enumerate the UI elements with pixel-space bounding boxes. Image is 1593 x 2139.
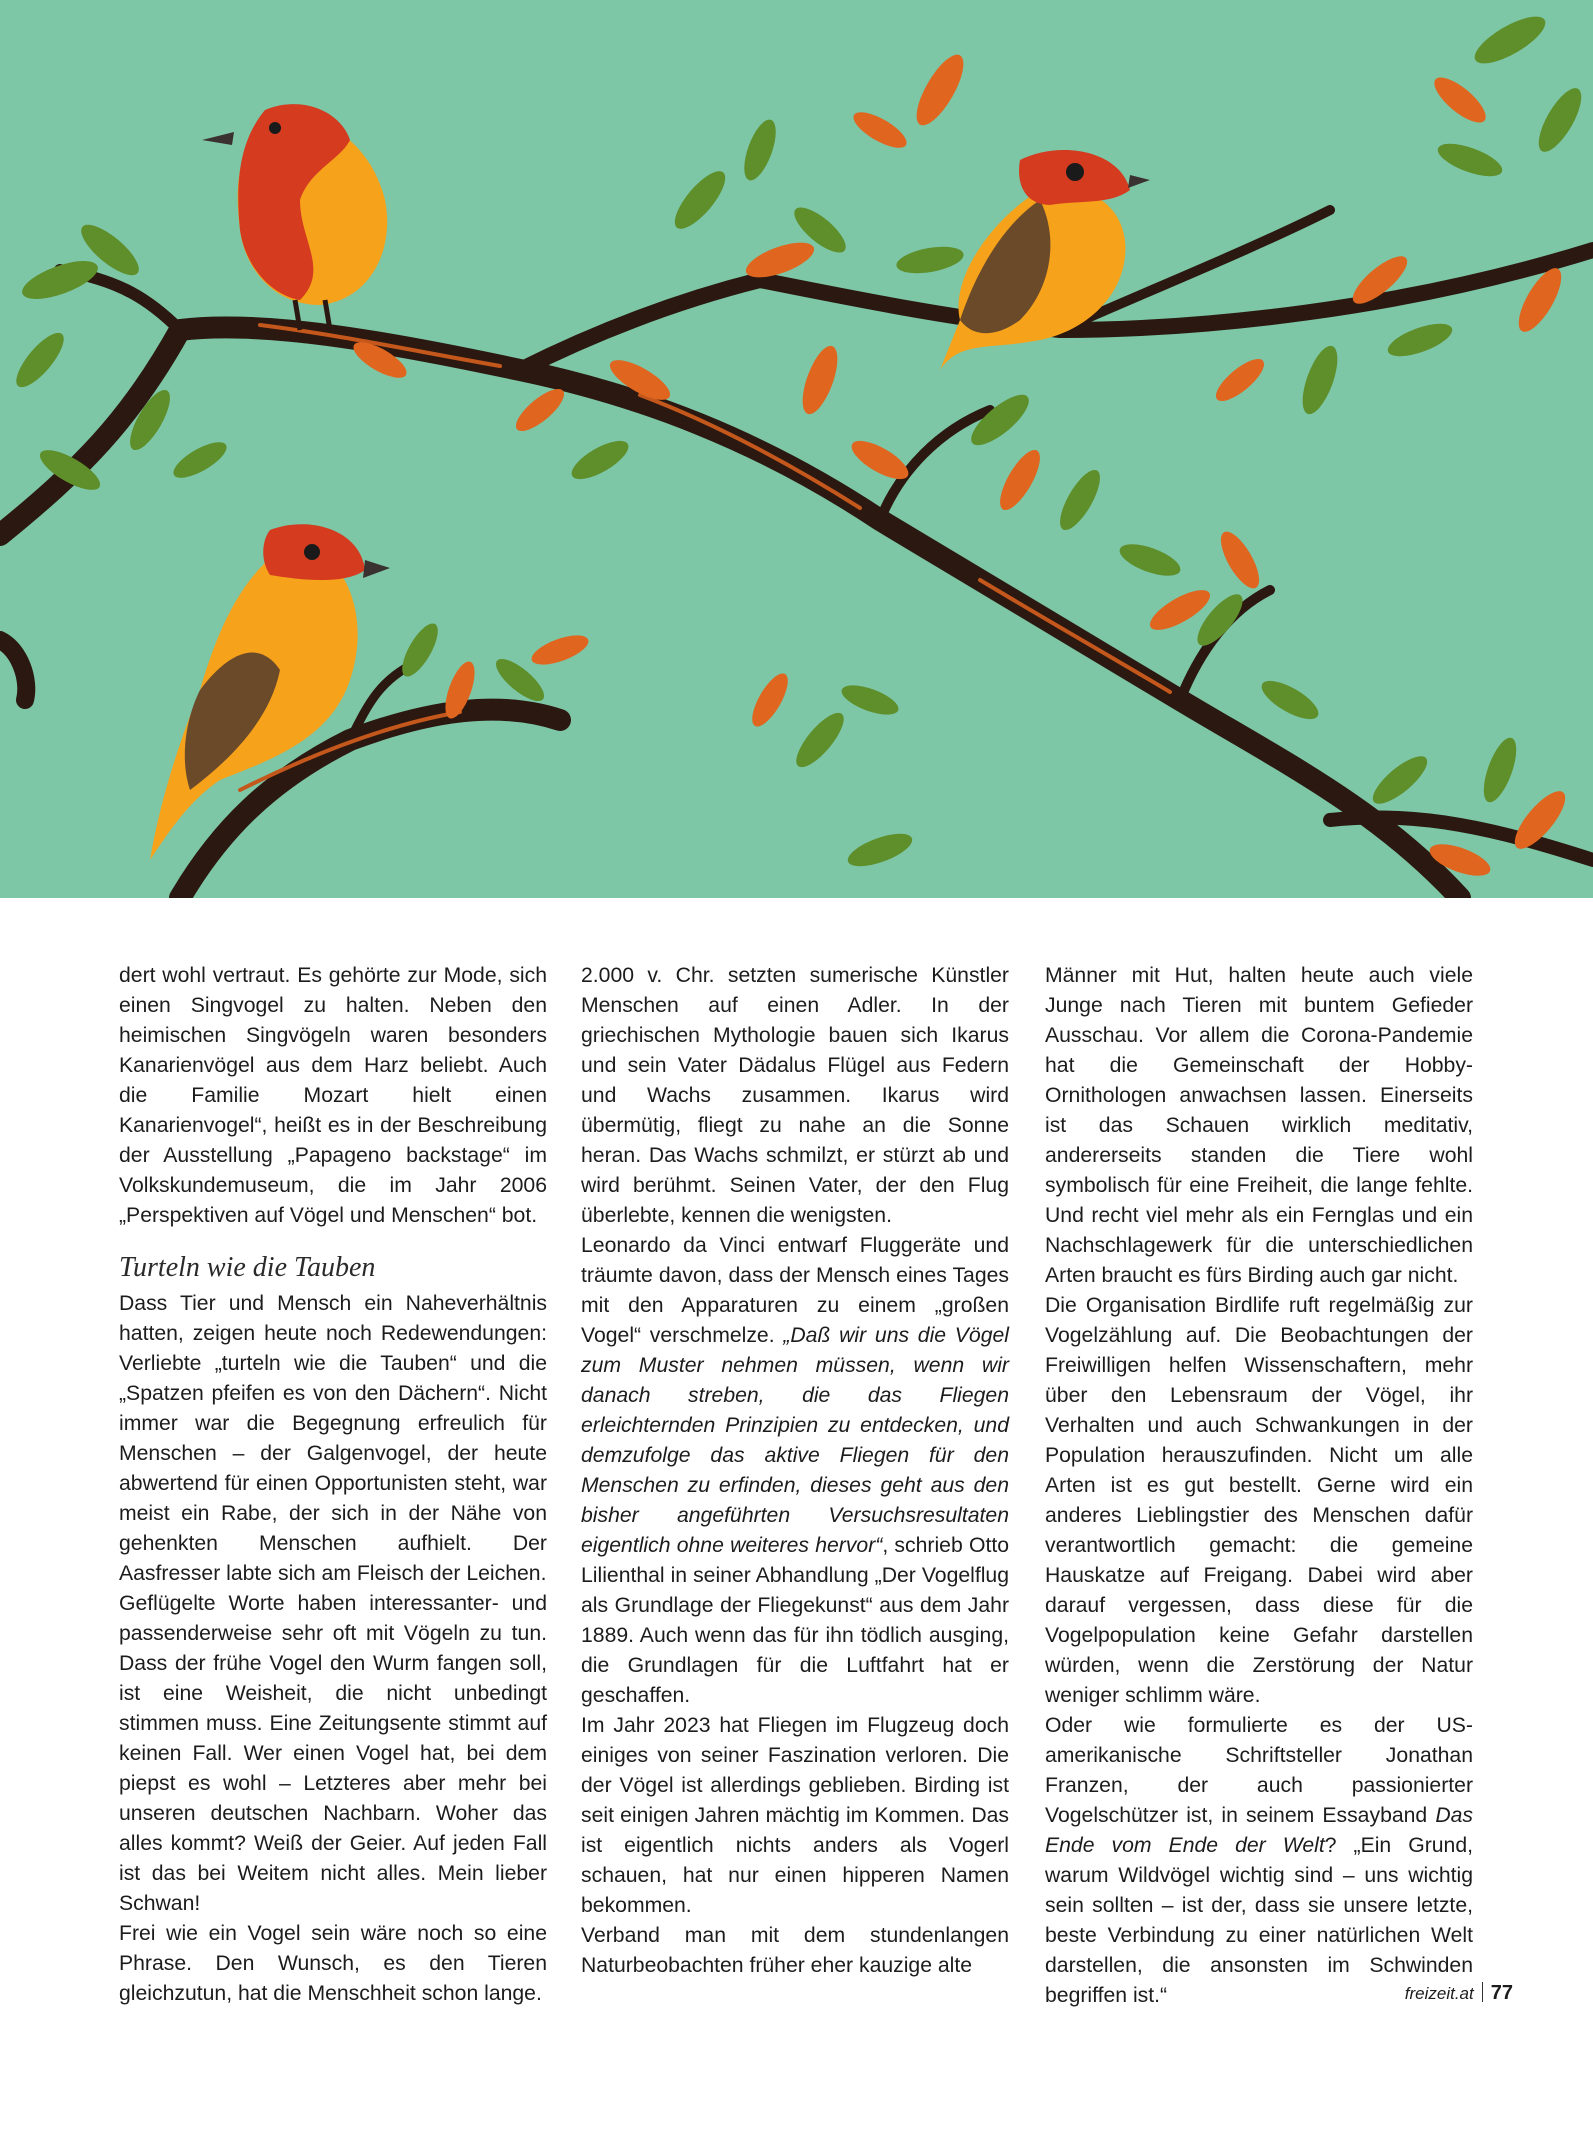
page-number: 77: [1490, 1982, 1513, 2004]
book-title: Das Ende vom Ende der Welt: [1045, 1804, 1473, 1857]
subheading: Turteln wie die Tauben: [119, 1252, 376, 1283]
paragraph: Im Jahr 2023 hat Fliegen im Flugzeug doch einiges von seiner Faszination verloren. Die der Vögel ist allerdings geblieben. Birding ist seit einigen Jahren mächtig im Kommen. Das ist eigentlich nichts anders als Vogerl schauen, hat nur einen hipperen Namen bekommen.: [581, 1714, 1009, 1917]
paragraph: 2.000 v. Chr. setzten sumerische Künstler Menschen auf einen Adler. In der griechischen Mythologie bauen sich Ikarus und sein Vater Dädalus Flügel aus Federn und Wachs zusammen. Ikarus wird übermütig, fliegt zu nahe an die Sonne heran. Das Wachs schmilzt, er stürzt ab und wird berühmt. Seinen Vater, der den Flug überlebte, kennen die wenigsten.: [581, 964, 1009, 1227]
paragraph-text: , schrieb Otto Lilienthal in seiner Abhandlung „Der Vogelflug als Grundlage der Fliegekunst“ aus dem Jahr 1889. Auch wenn das für ihn tödlich ausging, die Grundlagen für die Luftfahrt hat er geschaffen.: [581, 1534, 1009, 1707]
page-footer: [1405, 1982, 1513, 2005]
paragraph: Verband man mit dem stundenlangen Naturbeobachten früher eher kauzige alte: [581, 1924, 1009, 1977]
paragraph: Geflügelte Worte haben interessanter- und passenderweise sehr oft mit Vögeln zu tun. Dass der frühe Vogel den Wurm fangen soll, ist eine Weisheit, die nicht unbedingt stimmen muss. Eine Zeitungsente stimmt auf keinen Fall. Wer einen Vogel hat, bei dem piepst es wohl – Letzteres aber mehr bei unseren deutschen Nachbarn. Woher das alles kommt? Weiß der Geier. Auf jeden Fall ist das bei Weitem nicht alles. Mein lieber Schwan!: [119, 1592, 547, 1915]
article-column-2: [581, 961, 1009, 1981]
footer-site[interactable]: freizeit.at: [1404, 1984, 1474, 2003]
paragraph-text: Leonardo da Vinci entwarf Fluggeräte und träumte davon, dass der Mensch eines Tages mit den Apparaturen zu einem „großen Vogel“ verschmelze.: [581, 1234, 1009, 1347]
bird-illustration: [0, 0, 1593, 898]
paragraph-text: Oder wie formulierte es der US-amerikanische Schriftsteller Jonathan Franzen, der auch passionierter Vogelschützer ist, in seinem Essayband: [1045, 1714, 1473, 1827]
paragraph: Männer mit Hut, halten heute auch viele Junge nach Tieren mit buntem Gefieder Ausschau. Vor allem die Corona-Pandemie hat die Gemeinschaft der Hobby-Ornithologen anwachsen lassen. Einerseits ist das Schauen wirklich meditativ, andererseits standen die Tiere wohl symbolisch für eine Freiheit, die lange fehlte. Und recht viel mehr als ein Fernglas und ein Nachschlagewerk für die unterschiedlichen Arten braucht es fürs Birding auch gar nicht.: [1045, 964, 1473, 1287]
paragraph: [1045, 1711, 1473, 2011]
paragraph: [581, 1231, 1009, 1711]
article-column-1: [119, 961, 547, 2009]
paragraph: Frei wie ein Vogel sein wäre noch so eine Phrase. Den Wunsch, es den Tieren gleichzutun, hat die Menschheit schon lange.: [119, 1922, 547, 2005]
article-column-3: [1045, 961, 1473, 2011]
paragraph-text: ? „Ein Grund, warum Wildvögel wichtig sind – uns wichtig sein sollten – ist der, dass sie unsere letzte, beste Verbindung zu einer natürlichen Welt darstellen, die ansonsten im Schwinden begriffen ist.“: [1045, 1834, 1474, 2007]
paragraph: Dass Tier und Mensch ein Naheverhältnis hatten, zeigen heute noch Redewendungen: Verliebte „turteln wie die Tauben“ und die „Spatzen pfeifen es von den Dächern“. Nicht immer war die Begegnung erfreulich für Menschen – der Galgenvogel, der heute abwertend für einen Opportunisten steht, war meist ein Rabe, der sich in der Nähe von gehenkten Menschen aufhielt. Der Aasfresser labte sich am Fleisch der Leichen.: [119, 1292, 547, 1585]
footer-divider: [1482, 1982, 1483, 2002]
paragraph: Die Organisation Birdlife ruft regelmäßig zur Vogelzählung auf. Die Beobachtungen der Freiwilligen helfen Wissenschaftern, mehr über den Lebensraum der Vögel, ihr Verhalten und auch Schwankungen in der Population herauszufinden. Nicht um alle Arten ist es gut bestellt. Gerne wird ein anderes Lieblingstier des Menschen dafür verantwortlich gemacht: die gemeine Hauskatze auf Freigang. Dabei wird aber darauf vergessen, dass diese für die Vogelpopulation keine Gefahr darstellen würden, wenn die Zerstörung der Natur weniger schlimm wäre.: [1045, 1294, 1473, 1707]
paragraph: dert wohl vertraut. Es gehörte zur Mode, sich einen Singvogel zu halten. Neben den heimischen Singvögeln waren besonders Kanarienvögel aus dem Harz beliebt. Auch die Familie Mozart hielt einen Kanarienvogel“, heißt es in der Beschreibung der Ausstellung „Papageno backstage“ im Volkskundemuseum, die im Jahr 2006 „Perspektiven auf Vögel und Menschen“ bot.: [119, 964, 547, 1227]
lilienthal-quote: „Daß wir uns die Vögel zum Muster nehmen müssen, wenn wir danach streben, die das Fliegen erleichternden Prinzipien zu entdecken, und demzufolge das aktive Fliegen für den Menschen zu erfinden, dieses geht aus den bisher angeführten Versuchsresultaten eigentlich ohne weiteres hervor“: [581, 1324, 1009, 1557]
